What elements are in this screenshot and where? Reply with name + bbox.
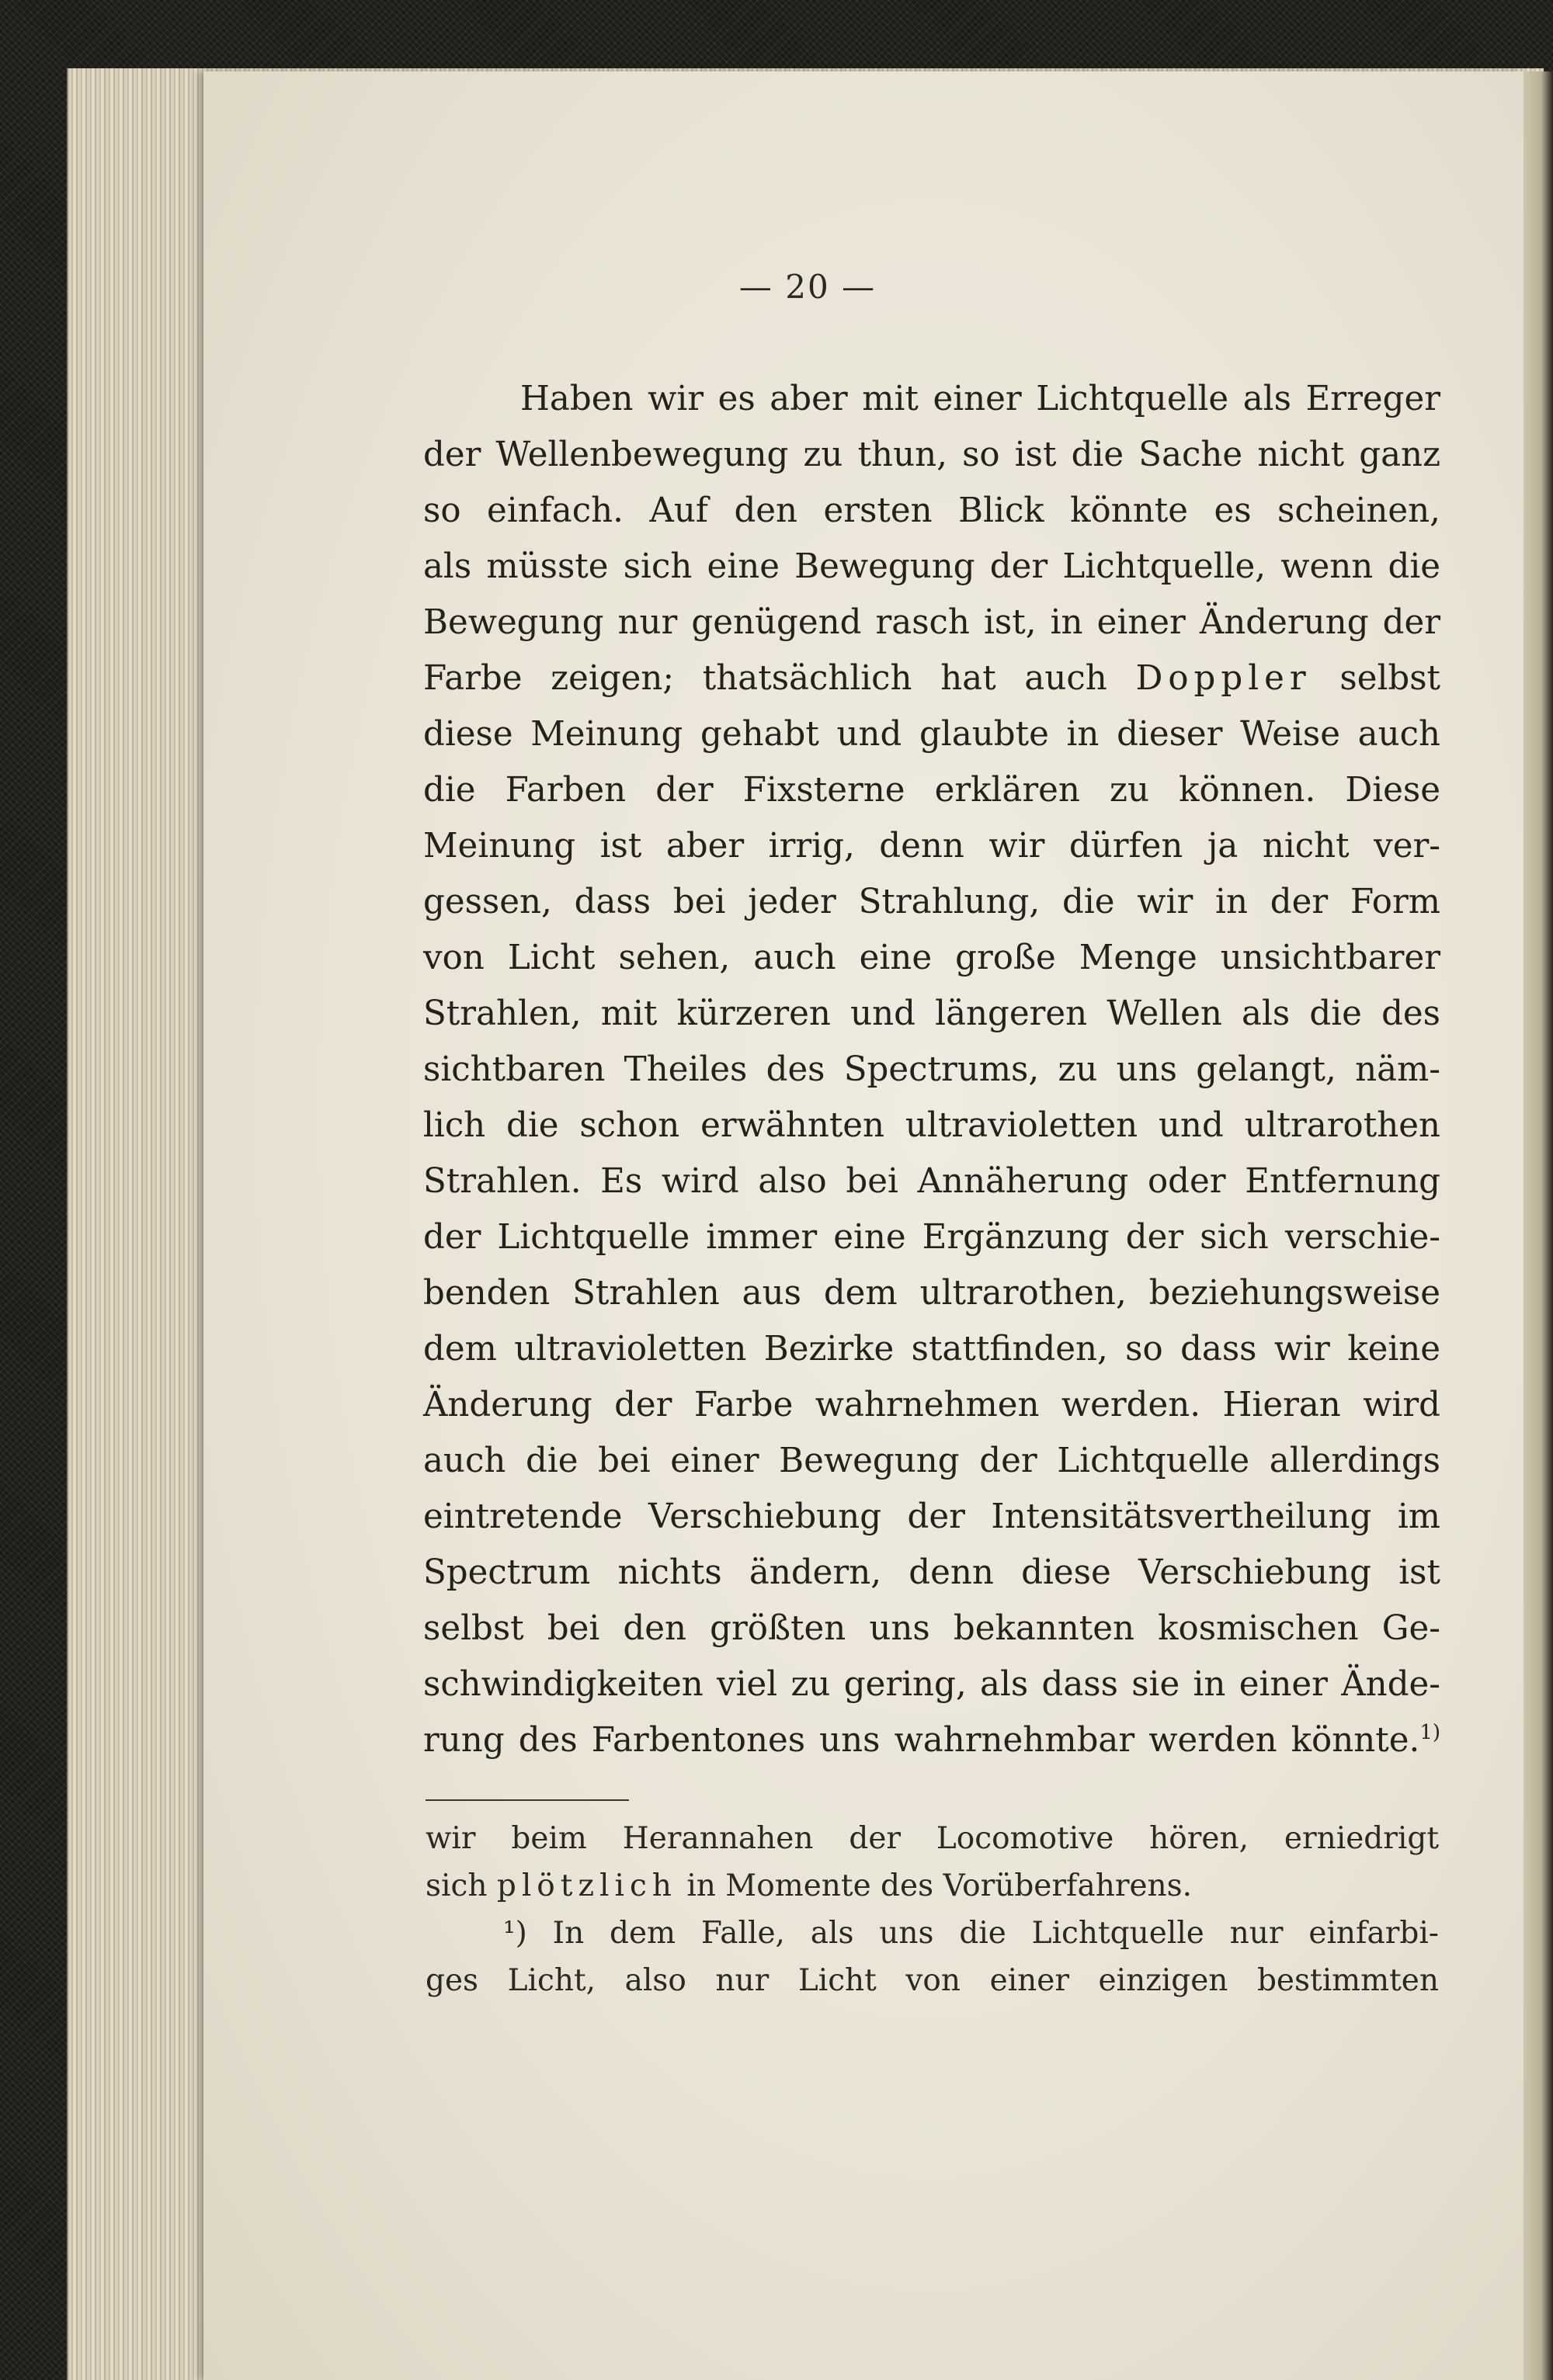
- text-line: dem ultravioletten Bezirke stattfinden, so dass wir keine: [423, 1330, 1440, 1369]
- text-line: schwindigkeiten viel zu gering, als dass sie in einer Ände-: [423, 1665, 1440, 1704]
- text-line: Meinung ist aber irrig, denn wir dürfen ja nicht ver-: [423, 827, 1440, 866]
- line-segment: selbst: [1339, 659, 1441, 698]
- text-line: Haben wir es aber mit einer Lichtquelle als Erreger: [520, 380, 1440, 418]
- author-name-doppler: Doppler: [1135, 659, 1312, 698]
- text-line: so einfach. Auf den ersten Blick könnte es scheinen,: [423, 491, 1440, 530]
- text-line: der Lichtquelle immer eine Ergänzung der sich verschie-: [423, 1218, 1440, 1257]
- body-text: [423, 371, 1440, 1768]
- text-line: sichtbaren Theiles des Spectrums, zu uns gelangt, näm-: [423, 1050, 1440, 1089]
- page-right-edge: [1523, 71, 1553, 2380]
- footnote-divider: [426, 1799, 629, 1801]
- footnotes: [426, 1815, 1439, 2004]
- text-line: [423, 651, 1440, 706]
- text-line: Änderung der Farbe wahrnehmen werden. Hieran wird: [423, 1386, 1440, 1424]
- emphasis-ploetzlich: plötzlich: [496, 1868, 677, 1903]
- footnote-line: ¹) In dem Falle, als uns die Lichtquelle nur einfarbi-: [503, 1916, 1439, 1951]
- text-line: der Wellenbewegung zu thun, so ist die Sache nicht ganz: [423, 435, 1440, 474]
- text-line: benden Strahlen aus dem ultrarothen, beziehungsweise: [423, 1274, 1440, 1313]
- text-line: die Farben der Fixsterne erklären zu können. Diese: [423, 771, 1440, 810]
- text-line: [423, 1712, 1440, 1768]
- footnote-line: [426, 1862, 1439, 1910]
- text-line: Bewegung nur genügend rasch ist, in einer Änderung der: [423, 603, 1440, 642]
- text-line: Strahlen. Es wird also bei Annäherung oder Entfernung: [423, 1162, 1440, 1201]
- text-line: Spectrum nichts ändern, denn diese Verschiebung ist: [423, 1553, 1440, 1592]
- text-line: eintretende Verschiebung der Intensitätsvertheilung im: [423, 1497, 1440, 1536]
- footnote-reference[interactable]: 1): [1419, 1721, 1440, 1744]
- line-segment: Farbe zeigen; thatsächlich hat auch: [423, 659, 1107, 698]
- text-line: gessen, dass bei jeder Strahlung, die wir in der Form: [423, 883, 1440, 921]
- text-line: von Licht sehen, auch eine große Menge unsichtbarer: [423, 938, 1440, 977]
- line-segment: sich: [426, 1868, 488, 1903]
- footnote-line: ges Licht, also nur Licht von einer einzigen bestimmten: [426, 1963, 1439, 1998]
- footnote-line: wir beim Herannahen der Locomotive hören, erniedrigt: [426, 1821, 1439, 1856]
- page-number: — 20 —: [738, 268, 877, 306]
- text-line: lich die schon erwähnten ultravioletten und ultrarothen: [423, 1106, 1440, 1145]
- text-line: als müsste sich eine Bewegung der Lichtquelle, wenn die: [423, 547, 1440, 586]
- line-segment: in Momente des Vorüberfahrens.: [686, 1868, 1193, 1903]
- text-line: auch die bei einer Bewegung der Lichtquelle allerdings: [423, 1442, 1440, 1480]
- text-line: Strahlen, mit kürzeren und längeren Wellen als die des: [423, 994, 1440, 1033]
- line-segment: rung des Farbentones uns wahrnehmbar werden könnte.: [423, 1721, 1420, 1760]
- text-line: selbst bei den größten uns bekannten kosmischen Ge-: [423, 1609, 1440, 1648]
- text-line: diese Meinung gehabt und glaubte in dieser Weise auch: [423, 715, 1440, 754]
